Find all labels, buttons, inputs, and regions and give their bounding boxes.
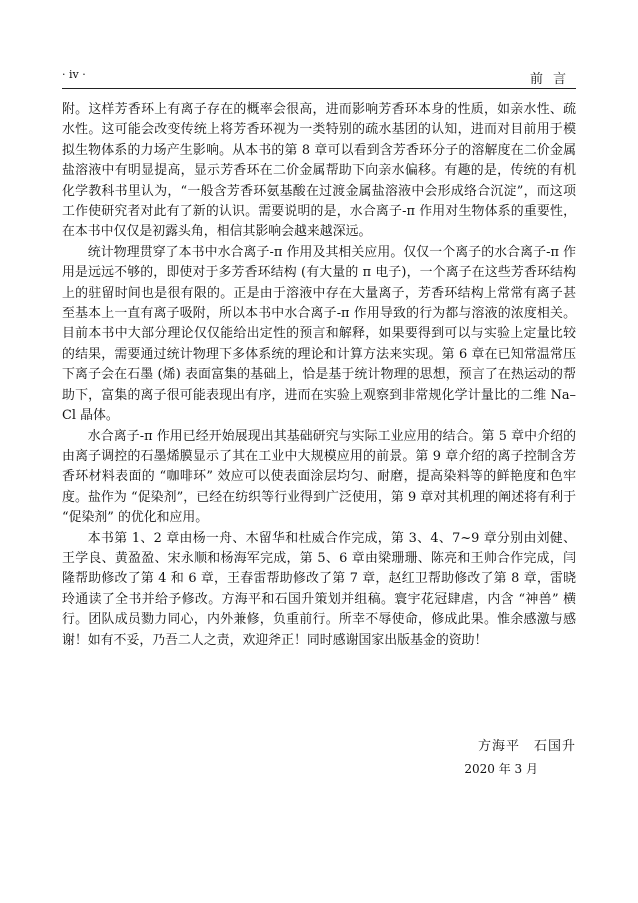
running-header [62, 68, 576, 86]
paragraph-acknowledgements: 本书第 1、2 章由杨一舟、木留华和杜威合作完成，第 3、4、7~9 章分别由刘健、王学良、黄盈盈、宋永顺和杨海军完成，第 5、6 章由梁珊珊、陈亮和王帅合作完成，闫隆帮助修改了第 4 和 6 章，王春雷帮助修改了第 7 章，赵红卫帮助修改了第 8 章，雷晓玲通读了全书并给予修改。方海平和石国升策划并组稿。寰宇花冠肆虐，内含 “神兽” 横行。团队成员勠力同心，内外兼修，负重前行。所幸不辱使命，修成此果。惟余感激与感谢！如有不妥，乃吾二人之责，欢迎斧正！同时感谢国家出版基金的资助！ [62, 530, 576, 648]
paragraph-continued: 附。这样芳香环上有离子存在的概率会很高，进而影响芳香环本身的性质，如亲水性、疏水性。这可能会改变传统上将芳香环视为一类特别的疏水基团的认知，进而对目前用于模拟生物体系的力场产生影响。从本书的第 8 章可以看到含芳香环分子的溶解度在二价金属盐溶液中有明显提高，显示芳香环在二价金属帮助下向亲水偏移。有趣的是，传统的有机化学教科书里认为，“一般含芳香环氨基酸在过渡金属盐溶液中会形成络合沉淀”，而这项工作使研究者对此有了新的认识。需要说明的是，水合离子-π 作用对生物体系的重要性，在本书中仅仅是初露头角，相信其影响会越来越深远。 [62, 102, 576, 240]
paragraph-applications: 水合离子-π 作用已经开始展现出其基础研究与实际工业应用的结合。第 5 章中介绍的由离子调控的石墨烯膜显示了其在工业中大规模应用的前景。第 9 章介绍的离子控制含芳香环材料表面的 “咖啡环” 效应可以使表面涂层均匀、耐磨，提高染料等的鲜艳度和色牢度。盐作为 “促染剂”，已经在纺织等行业得到广泛使用，第 9 章对其机理的阐述将有利于 “促染剂” 的优化和应用。 [62, 428, 576, 526]
page-number: · iv · [62, 68, 86, 81]
signature-authors: 方海平 石国升 [477, 739, 576, 754]
preface-body [62, 100, 576, 651]
section-title: 前言 [529, 72, 576, 87]
header-rule [62, 88, 576, 89]
signature-date: 2020 年 3 月 [464, 762, 538, 776]
paragraph-statistical-physics: 统计物理贯穿了本书中水合离子-π 作用及其相关应用。仅仅一个离子的水合离子-π 作用是远远不够的，即使对于多芳香环结构 (有大量的 π 电子)，一个离子在这些芳香环结构上的驻留时间也是很有限的。正是由于溶液中存在大量离子，芳香环结构上常常有离子甚至基本上一直有离子吸附，所以本书中水合离子-π 作用导致的行为都与溶液的浓度相关。目前本书中大部分理论仅仅能给出定性的预言和解释，如果要得到可以与实验上定量比较的结果，需要通过统计物理下多体系统的理论和计算方法来实现。第 6 章在已知常温常压下离子会在石墨 (烯) 表面富集的基础上，恰是基于统计物理的思想，预言了在热运动的帮助下，富集的离子很可能表现出有序，进而在实验上观察到非常规化学计量比的二维 Na–Cl 晶体。 [62, 244, 576, 424]
signature-block [464, 735, 576, 777]
